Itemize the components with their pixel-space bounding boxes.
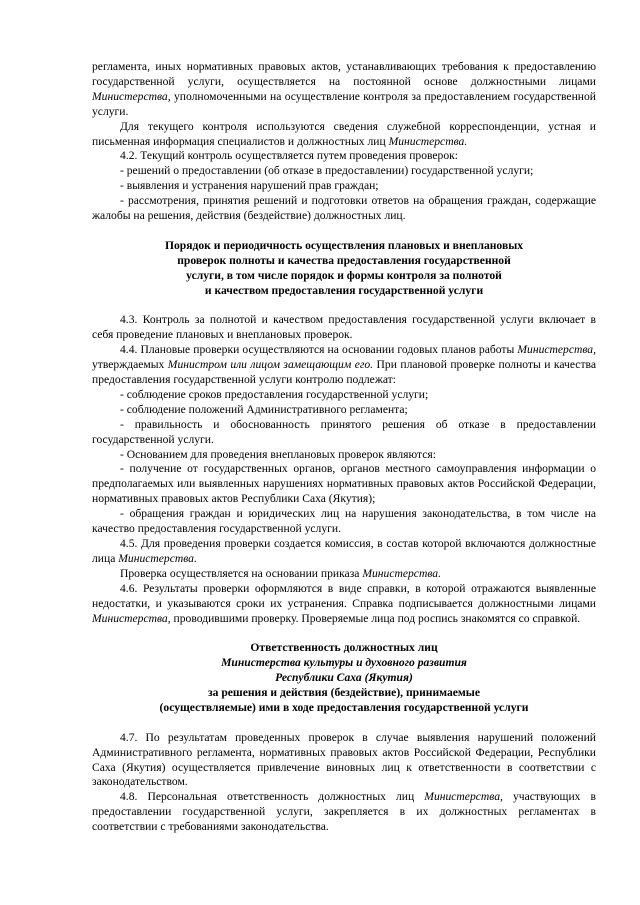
- paragraph: 4.6. Результаты проверки оформляются в виде справки, в которой отражаются выявленные недостатки, и указываются сроки их устранения. Справка подписывается должностными лицами Министерства, проводившими проверку. Проверяемые лица под роспись знакомятся со справкой.: [92, 581, 596, 625]
- section-heading: Ответственность должностных лиц Министерства культуры и духовного развития Республики Саха (Якутия) за решения и действия (бездействие), принимаемые (осуществляемые) ими в ходе предоставления государственной услуги: [159, 641, 529, 714]
- list-item: - соблюдение положений Административного регламента;: [120, 402, 408, 416]
- section-heading: Порядок и периодичность осуществления плановых и внеплановых проверок полноты и качества предоставления государственной услуги, в том числе порядок и формы контроля за полнотой и качеством предоставления государственной услуги: [164, 238, 524, 297]
- paragraph: 4.7. По результатам проведенных проверок в случае выявления нарушений положений Административного регламента, нормативных правовых актов Российской Федерации, Республики Саха (Якутия) осуществляется привлечение виновных лиц к ответственности в соответствии с законодательством.: [92, 730, 596, 789]
- paragraph: Проверка осуществляется на основании приказа Министерства.: [120, 566, 441, 580]
- paragraph: 4.2. Текущий контроль осуществляется путем проведения проверок:: [120, 149, 458, 163]
- list-item: - выявления и устранения нарушений прав граждан;: [120, 179, 379, 193]
- list-item: - решений о предоставлении (об отказе в предоставлении) государственной услуги;: [120, 164, 534, 178]
- list-item: - Основанием для проведения внеплановых проверок являются:: [120, 447, 436, 461]
- paragraph: 4.4. Плановые проверки осуществляются на основании годовых планов работы Министерства, утверждаемых Министром или лицом замещающим его. При плановой проверке полноты и качества предоставления государственной услуги контролю подлежат:: [92, 343, 596, 386]
- list-item: - получение от государственных органов, органов местного самоуправления информации о предполагаемых или выявленных нарушениях нормативных правовых актов Российской Федерации, нормативных правовых актов Республики Саха (Якутия);: [92, 462, 596, 506]
- paragraph: 4.3. Контроль за полнотой и качеством предоставления государственной услуги включает в себя проведение плановых и внеплановых проверок.: [92, 313, 596, 342]
- paragraph: регламента, иных нормативных правовых актов, устанавливающих требования к предоставлению государственной услуги, осуществляется на постоянной основе должностными лицами Министерства, уполномоченными на осуществление контроля за предоставлением государственной услуги.: [92, 60, 596, 118]
- paragraph: 4.5. Для проведения проверки создается комиссия, в состав которой включаются должностные лица Министерства.: [92, 536, 596, 565]
- paragraph: 4.8. Персональная ответственность должностных лиц Министерства, участвующих в предоставлении государственной услуги, закрепляется в их должностных регламентах в соответствии с требованиями законодательства.: [92, 790, 596, 834]
- list-item: - обращения граждан и юридических лиц на нарушения законодательства, в том числе на качество предоставления государственной услуги.: [92, 507, 596, 536]
- list-item: - правильность и обоснованность принятого решения об отказе в предоставлении государственной услуги.: [92, 417, 596, 446]
- list-item: - рассмотрения, принятия решений и подготовки ответов на обращения граждан, содержащие жалобы на решения, действия (бездействие) должностных лиц.: [92, 194, 596, 223]
- paragraph: Для текущего контроля используются сведения служебной корреспонденции, устная и письменная информация специалистов и должностных лиц Министерства.: [92, 119, 596, 148]
- list-item: - соблюдение сроков предоставления государственной услуги;: [120, 387, 429, 401]
